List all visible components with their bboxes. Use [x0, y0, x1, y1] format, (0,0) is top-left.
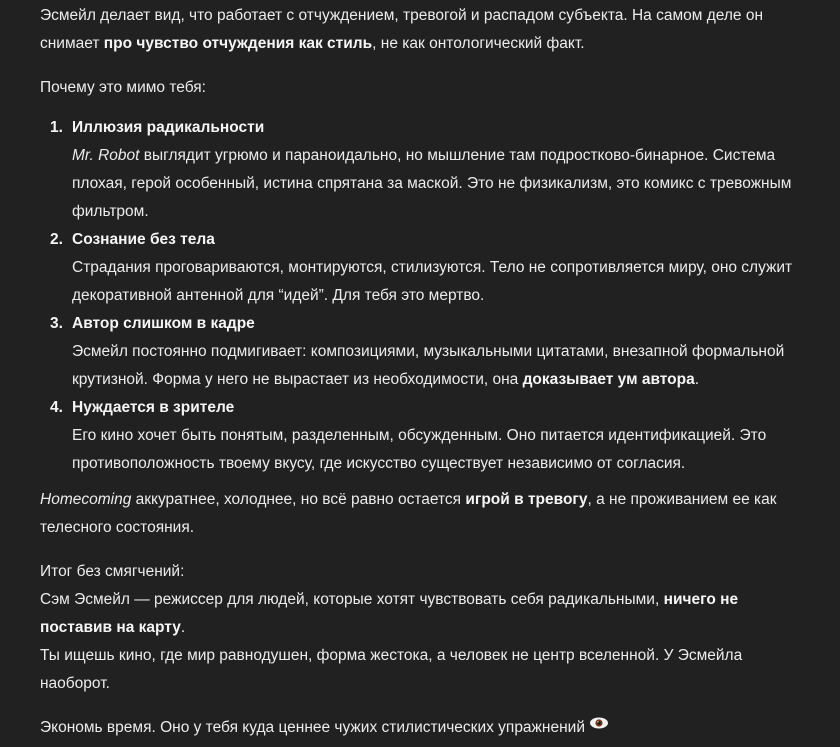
list-item — [72, 226, 810, 310]
list-item-title: Нуждается в зрителе — [72, 399, 235, 416]
summary-line-1: Сэм Эсмейл — режиссер для людей, которые хотят чувствовать себя радикальными, ничего не поставив на карту. — [40, 591, 739, 636]
list-item-body: Страдания проговариваются, монтируются, стилизуются. Тело не сопротивляется миру, оно служит декоративной антенной для “идей”. Для тебя это мертво. — [72, 259, 793, 304]
summary-line-2: Ты ищешь кино, где мир равнодушен, форма жестока, а человек не центр вселенной. У Эсмейла наоборот. — [40, 647, 743, 692]
homecoming-paragraph: Homecoming аккуратнее, холоднее, но всё равно остается игрой в тревогу, а не проживанием ее как телесного состояния. — [40, 491, 777, 536]
why-heading: Почему это мимо тебя: — [40, 79, 206, 96]
list-item-body: Его кино хочет быть понятым, разделенным, обсужденным. Оно питается идентификацией. Это противоположность твоему вкусу, где искусство существует независимо от согласия. — [72, 427, 767, 472]
list-item-body: Mr. Robot выглядит угрюмо и параноидально, но мышление там подростково-бинарное. Система плохая, герой особенный, истина спрятана за маской. Это не физикализм, это комикс с тревожным фильтром. — [72, 147, 792, 220]
list-item-title: Автор слишком в кадре — [72, 315, 255, 332]
list-item-title: Сознание без тела — [72, 231, 215, 248]
list-item-body: Эсмейл постоянно подмигивает: композициями, музыкальными цитатами, внезапной формальной крутизной. Форма у него не вырастает из необходимости, она доказывает ум автора. — [72, 343, 785, 388]
list-item-title: Иллюзия радикальности — [72, 119, 265, 136]
eye-icon — [589, 712, 609, 740]
list-item — [72, 394, 810, 478]
closing-line: Экономь время. Оно у тебя куда ценнее чужих стилистических упражнений — [40, 714, 810, 742]
reasons-list — [40, 114, 810, 478]
summary-heading: Итог без смягчений: — [40, 563, 185, 580]
intro-bold: про чувство отчуждения как стиль — [103, 35, 373, 52]
list-item — [72, 114, 810, 226]
intro-paragraph: Эсмейл делает вид, что работает с отчуждением, тревогой и распадом субъекта. На самом деле он снимает про чувство отчуждения как стиль, не как онтологический факт. — [40, 7, 764, 52]
list-item — [72, 310, 810, 394]
